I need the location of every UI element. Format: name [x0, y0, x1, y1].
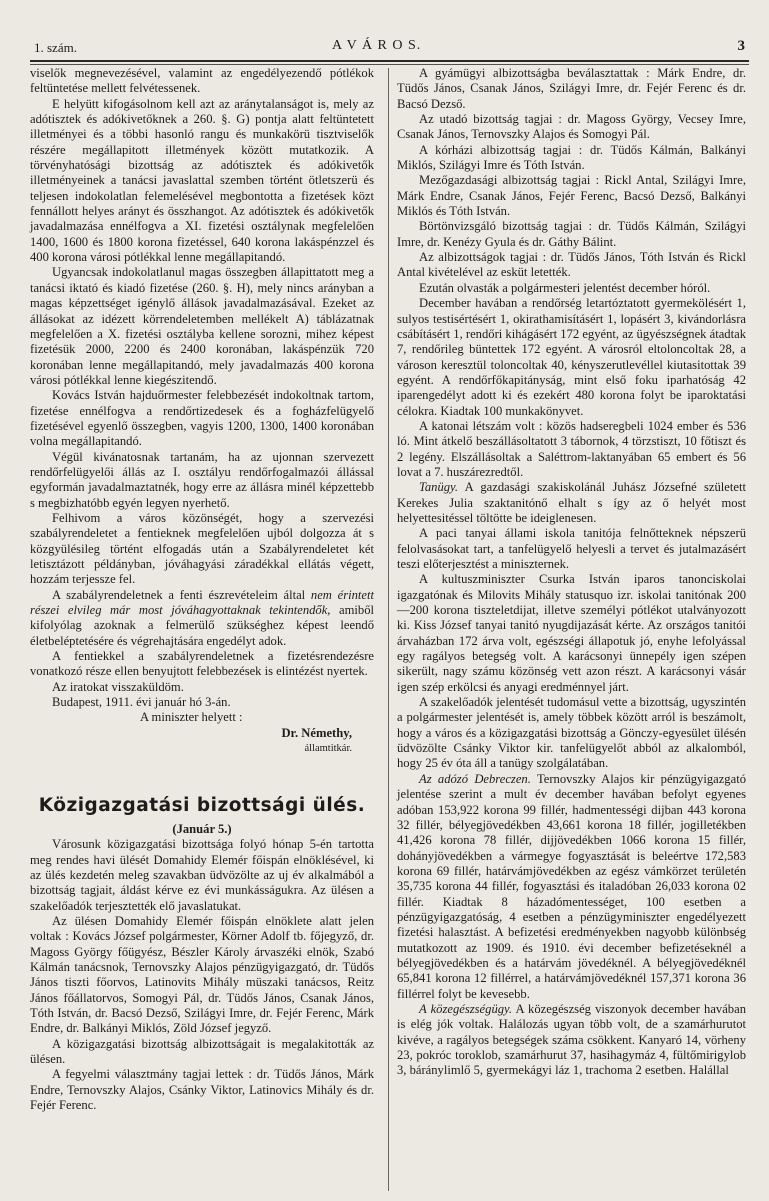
paragraph: A szakelőadók jelentését tudomásul vette a bizottság, ugyszintén a polgármester jelentését is, amely többek között arról is beszámolt, hogy a város és a közigazgatási bizottság a Gönczy-egyesület ülésén üdvözölte Csánky Viktor kir. tanfelügyelőt abból az alkalomból, hogy 25 év óta áll a tanügy szolgálatában. — [397, 695, 746, 771]
italic-text: Az adózó Debreczen. — [419, 771, 531, 786]
paragraph: A gyámügyi albizottságba beválasztattak : Márk Endre, dr. Tüdős János, Csanak János, Szilágyi Imre, dr. Fejér Ferenc és dr. Bacsó Dezső. — [397, 66, 746, 111]
paragraph: Ezután olvasták a polgármesteri jelentést december hóról. — [419, 280, 711, 295]
column-divider — [388, 68, 389, 1191]
behalf-line: A miniszter helyett : — [140, 710, 243, 725]
paragraph — [30, 588, 374, 649]
paragraph: A katonai létszám volt : közös hadseregbeli 1024 ember és 536 ló. Mint átkelő beszállásoltatott 3 tábornok, 4 törzstiszt, 10 főtiszt és 2 legény. Elszállásoltak a Saléttrom-laktanyában 65 embert és 56 lovat a 7. huszárezredtől. — [397, 418, 746, 479]
text-run: Ternovszky Alajos kir pénzügyigazgató jelentése szerint a mult év december havában befolyt egyenes adóban 153,922 korona 99 fillér, hadmentességi dijban 443 korona 32 fillér, bélyegjövedékben 43,661 korona 18 fillér, jogilletékben 41,426 korona 78 fillér, dijjövedékben 1066 korona 15 fillér, dohányjövedékben a vármegye fogyasztását is beleértve 172,583 korona 69 fillér, határvámjövedékben az egész vámkörzet területén 35,735 korona 44 fillér, fogyasztási és italadóban 26,033 korona 02 fillér. Kiadtak 8 házadómentességet, 100 esetben a pénzügyigazgatóság, 4 esetben a pénzügyminiszter engedélyezett fizetési halasztást. A befizetési eredményekben nagyobb különbség mutatkozott az 1909. és 1910. évi december befizetéseknél a bélyegjövedékben és a határvám jövedéknél. A bélyegjövedéknél 65,841 korona 12 fillérrel, a határvámjövedéknél 157,371 korona 36 fillérrel folyt be kevesebb. — [397, 771, 746, 1001]
paragraph: Az ülésen Domahidy Elemér főispán elnöklete alatt jelen voltak : Kovács József polgármester, Körner Adolf tb. főjegyző, dr. Magoss György főügyész, Bészler Károly árvaszéki elnök, Szabó Kálmán tanácsnok, Ternovszky Alajos pénzügyigazgató, dr. Tüdős János tiszti főorvos, Latinovits Mihály müszaki tanácsos, Reitz János főállatorvos, Somogyi Pál, dr. Tüdős János, Csanak János, Tóth István, dr. Bacsó Dezső, Szilágyi Imre, dr. Fejér Ferenc, Márk Endre, dr. Balkányi Miklós, Zöld József jegyző. — [30, 913, 374, 1036]
paragraph: Kovács István hajduőrmester felebbezését indokoltnak tartom, fizetése ennélfogva a rendőrtizedesek és a fogházfelügyelő fizetésével egyenlő összegben, vagyis 1200, 1300, 1400 koronában volna megállapitandó. — [30, 388, 374, 449]
paragraph: Börtönvizsgáló bizottság tagjai : dr. Tüdős Kálmán, Szilágyi Imre, dr. Kenézy Gyula és dr. Gáthy Bálint. — [397, 219, 746, 249]
paragraph: viselők megnevezésével, valamint az engedélyezendő pótlékok feltüntetése mellett felvétessenek. — [30, 66, 374, 96]
paragraph — [397, 772, 746, 1002]
date-line: Budapest, 1911. évi január hó 3-án. — [52, 695, 231, 710]
article-subheading: (Január 5.) — [172, 821, 232, 836]
page-number: 3 — [737, 38, 745, 54]
paragraph: A kórházi albizottság tagjai : dr. Tüdős Kálmán, Balkányi Miklós, Szilágyi Imre és Tóth István. — [397, 142, 746, 173]
paragraph: Az iratokat visszaküldöm. — [52, 679, 184, 694]
paragraph: A paci tanyai állami iskola tanitója felnőtteknek népszerü felolvasásokat tart, a tanfelügyelő helyesli a tervet és jutalmazásért teszi előterjesztést a miniszternek. — [397, 526, 746, 571]
italic-text: Tanügy. — [419, 480, 459, 495]
paragraph: A fentiekkel a szabályrendeletnek a fizetésrendezésre vonatkozó része ellen benyujtott felebbezések is elintézést nyertek. — [30, 649, 374, 679]
paragraph: Városunk közigazgatási bizottsága folyó hónap 5-én tartotta meg rendes havi ülését Domahidy Elemér főispán elnöklésével, ki az ülés kezdetén meleg szavakban üdvözölte az uj év alkalmából a bizottság tagjait, áldást kérve ez évi munkásságukra. Az ülésen a szakelőadók terjesztették elő javaslatukat. — [30, 837, 374, 913]
article-heading: Közigazgatási bizottsági ülés. — [38, 795, 366, 817]
left-column — [30, 66, 374, 1113]
text-run: A közegészség viszonyok december havában is elég jók voltak. Halálozás ugyan több volt, de a szamárhurutot kivéve, a ragályos betegségek száma csökkent. Kanyaró 14, vörheny 23, pokróc toroklob, szamárhurut 37, hasihagymáz 4, fültőmirigylob 3, báránylimlő 5, gyermekágyi láz 1, trachoma 2 esetben. Halállal — [397, 1001, 746, 1078]
newspaper-title: A V Á R O S. — [332, 38, 422, 53]
signature-title: államtitkár. — [304, 743, 352, 755]
paragraph: December havában a rendőrség letartóztatott gyermekölésért 1, sulyos testisértésért 1, okirathamisításért 1, lopásért 3, kivándorlásra csábításért 1, rendőri kihágásért 172 egyént, az ügyészségnek átadtak 7, rendőrileg büntettek 172 egyént. A városról eltoloncoltak 28, a városon keresztül toloncoltak 40, kényszerutlevéllel kiutasitottak 39 egyént. A rendőrfőkapitányság, mint első foku iparhatóság 42 iparengedélyt adott ki és ezekért 480 korona folyt be iparoktatási célokra. Kiadtak 100 munkakönyvet. — [397, 296, 746, 418]
paragraph: Felhivom a város közönségét, hogy a szervezési szabályrendeletet a fentieknek megfelelően ujból dolgozza át s közgyülésileg történt elfogadás után a Szabályrendeletet két letisztázott példányban, jóváhagyási záradékkal ellátás végett, hozzám terjessze fel. — [30, 510, 374, 587]
paragraph: E helyütt kifogásolnom kell azt az aránytalanságot is, mely az adótisztek és adókivetőknek a 260. §. G) pontja alatt feltüntetett illetményei és a többi hasonló rangu és munkakörü tisztviselők részére megállapitott illetmények között mutatkozik. A törvényhatósági bizottság az adótisztek és adókivetők illetményeinek a tanácsi javaslattal szemben történt ötletszerü és teljesen indokolatlan felemelésével megbontotta a fizetések közt fennállott helyes arányt és összhangot. Az adótisztek és adókivetők javadalmazása ennélfogva a XI. fizetési osztálynak megfelelően 1400, 1600 és 1800 korona fizetéssel, 640 korona lakáspénzzel és 400 korona városi pótlékkal lenne megállapitandó. — [30, 96, 374, 265]
text-run: amiből kifolyólag azoknak a felmerülő szükséghez képest leendő életbeléptetésére és végrehajtására engedélyt adok. — [30, 603, 374, 648]
paragraph — [397, 480, 746, 526]
paragraph: Az utadó bizottság tagjai : dr. Magoss György, Vecsey Imre, Csanak János, Ternovszky Alajos és Somogyi Pál. — [397, 112, 746, 142]
paragraph: Az albizottságok tagjai : dr. Tüdős János, Tóth István és Rickl Antal kivételével az esküt letették. — [397, 250, 746, 280]
paragraph: A kultuszminiszter Csurka István iparos tanonciskolai igazgatónak és Milovits Mihály statusquo izr. iskolai tanitónak 200—200 korona tiszteletdijat, illetve személyi pótlékot utalványozott ki. Kiss József tanyai tanitó nyugdijazását kérte. Az országos tanitói árvaházban 172 árva volt, egészségi állapotuk jó, enyhe lefolyással egy ragályos betegség volt. A karácsonyi ünnepély igen szépen sikerült, nagy számu közönség vett azon részt. A karácsonyi vásár igen szép erkölcsi és anyagi eredménnyel járt. — [397, 572, 746, 694]
italic-text: A közegészségügy. — [419, 1001, 513, 1016]
text-run: A gazdasági szakiskolánál Juhász Józsefné született Kerekes Julia szaktanitónő elhalt s így az ő helyét most helyettesitéssel töltötte be ideiglenesen. — [397, 480, 746, 525]
paragraph: A közigazgatási bizottság albizottságait is megalakitották az ülésen. — [30, 1036, 374, 1066]
paragraph — [397, 1002, 746, 1079]
header-rule — [30, 60, 749, 62]
text-run: A szabályrendeletnek a fenti észrevételeim által — [52, 587, 311, 602]
right-column — [397, 66, 746, 1079]
paragraph: Ugyancsak indokolatlanul magas összegben állapittatott meg a tanácsi iktató és kiadó fizetése (260. §. H), mely nincs arányban a magas képzettséget igénylő állások javadalmazásával. Ezeket az állásokat az idézett körrendeletemben mellékelt A) táblázatnak megfelelően a X. fizetési osztályba kellene sorozni, mihez képest fizetésük 2000, 2200 és 2400 koronában, lakáspénzük 720 koronában lenne megállapitandó, mely javadalmazás 400 korona városi pótlékkal lenne kiegészitendő. — [30, 265, 374, 387]
page-header — [34, 36, 747, 58]
paragraph: Mezőgazdasági albizottság tagjai : Rickl Antal, Szilágyi Imre, Márk Endre, Csanak János, Fejér Ferenc, Bacsó Dezső, Balkányi Miklós és Tóth István. — [397, 173, 746, 219]
paragraph: A fegyelmi választmány tagjai lettek : dr. Tüdős János, Márk Endre, Ternovszky Alajos, Csánky Viktor, Latinovics Mihály és dr. Fejér Ferenc. — [30, 1067, 374, 1112]
signature: Dr. Némethy, — [281, 725, 352, 740]
italic-text: nem érintett részei elvileg már most jóváhagyottaknak tekintendők, — [30, 587, 374, 618]
header-rule-thin — [30, 64, 749, 65]
paragraph: Végül kivánatosnak tartanám, ha az ujonnan szervezett rendőrfelügyelői állás az I. osztályu rendőrfogalmazói állással egyformán javadalmaztatnék, hogy erre az állásra minél képzettebb s megbizhatóbb egyén legyen nyerhető. — [30, 449, 374, 510]
issue-number: 1. szám. — [34, 40, 77, 55]
